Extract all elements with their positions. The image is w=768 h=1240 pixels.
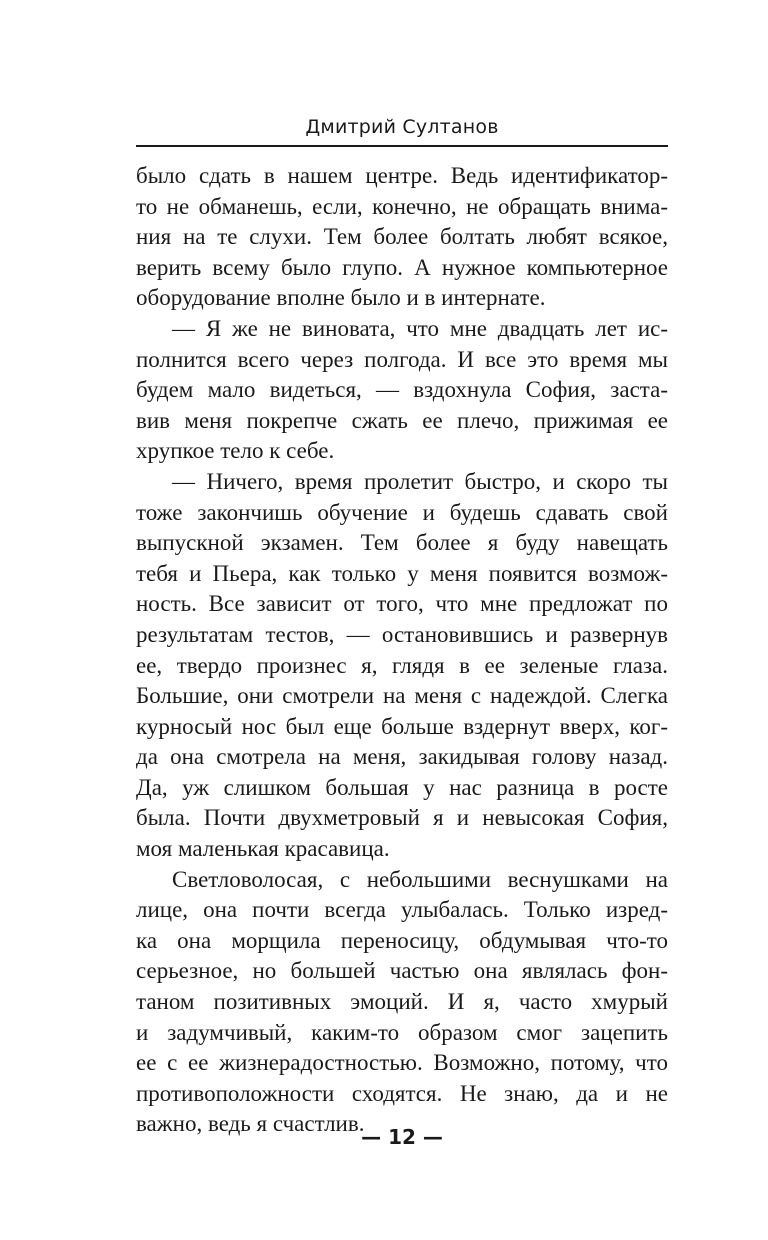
- text-line: да она смотрела на меня, закидывая голову назад.: [136, 744, 668, 770]
- text-line: серьезное, но большей частью она являлась фон-: [136, 958, 668, 984]
- text-line: Светловолосая, с небольшими веснушками на: [172, 866, 668, 892]
- text-line: противоположности сходятся. Не знаю, да и не: [136, 1080, 668, 1106]
- text-line: — Я же не виновата, что мне двадцать лет ис-: [172, 315, 668, 341]
- text-line: Да, уж слишком большая у нас разница в росте: [136, 774, 668, 800]
- text-line: хрупкое тело к себе.: [136, 438, 335, 464]
- text-line: Большие, они смотрели на меня с надеждой. Слегка: [136, 683, 668, 709]
- text-line: вив меня покрепче сжать ее плечо, прижимая ее: [136, 407, 668, 433]
- text-line: то не обманешь, если, конечно, не обращать внима-: [136, 193, 668, 219]
- text-line: ка она морщила переносицу, обдумывая что-то: [136, 927, 668, 953]
- text-line: выпускной экзамен. Тем более я буду навещать: [136, 530, 668, 556]
- text-line: таном позитивных эмоций. И я, часто хмурый: [136, 989, 668, 1015]
- text-line: лице, она почти всегда улыбалась. Только изред-: [136, 897, 668, 923]
- header-rule: [136, 145, 668, 147]
- text-line: курносый нос был еще больше вздернут вверх, ког-: [136, 713, 668, 739]
- running-header-author: Дмитрий Султанов: [305, 116, 499, 138]
- text-line: было сдать в нашем центре. Ведь идентификатор-: [136, 163, 668, 188]
- text-line: моя маленькая красавица.: [136, 836, 390, 862]
- text-line: тебя и Пьера, как только у меня появится возмож-: [136, 560, 668, 586]
- text-line: — Ничего, время пролетит быстро, и скоро ты: [172, 468, 668, 494]
- text-line: важно, ведь я счастлив.: [136, 1111, 365, 1137]
- text-line: полнится всего через полгода. И все это время мы: [136, 346, 668, 372]
- text-line: верить всему было глупо. А нужное компьютерное: [136, 254, 668, 280]
- text-line: была. Почти двухметровый я и невысокая София,: [136, 805, 668, 831]
- text-line: результатам тестов, — остановившись и развернув: [136, 621, 668, 647]
- body-text: [136, 161, 668, 1140]
- text-line: ее, твердо произнес я, глядя в ее зеленые глаза.: [136, 652, 668, 678]
- page-number: — 12 —: [361, 1125, 443, 1149]
- text-line: будем мало видеться, — вздохнула София, заста-: [136, 377, 668, 403]
- text-line: и задумчивый, каким-то образом смог зацепить: [136, 1019, 668, 1045]
- text-line: ее с ее жизнерадостностью. Возможно, потому, что: [136, 1050, 668, 1076]
- text-line: оборудование вполне было и в интернате.: [136, 285, 546, 311]
- text-line: ность. Все зависит от того, что мне предложат по: [136, 591, 668, 617]
- text-line: тоже закончишь обучение и будешь сдавать свой: [136, 499, 668, 525]
- text-line: ния на те слухи. Тем более болтать любят всякое,: [136, 224, 668, 250]
